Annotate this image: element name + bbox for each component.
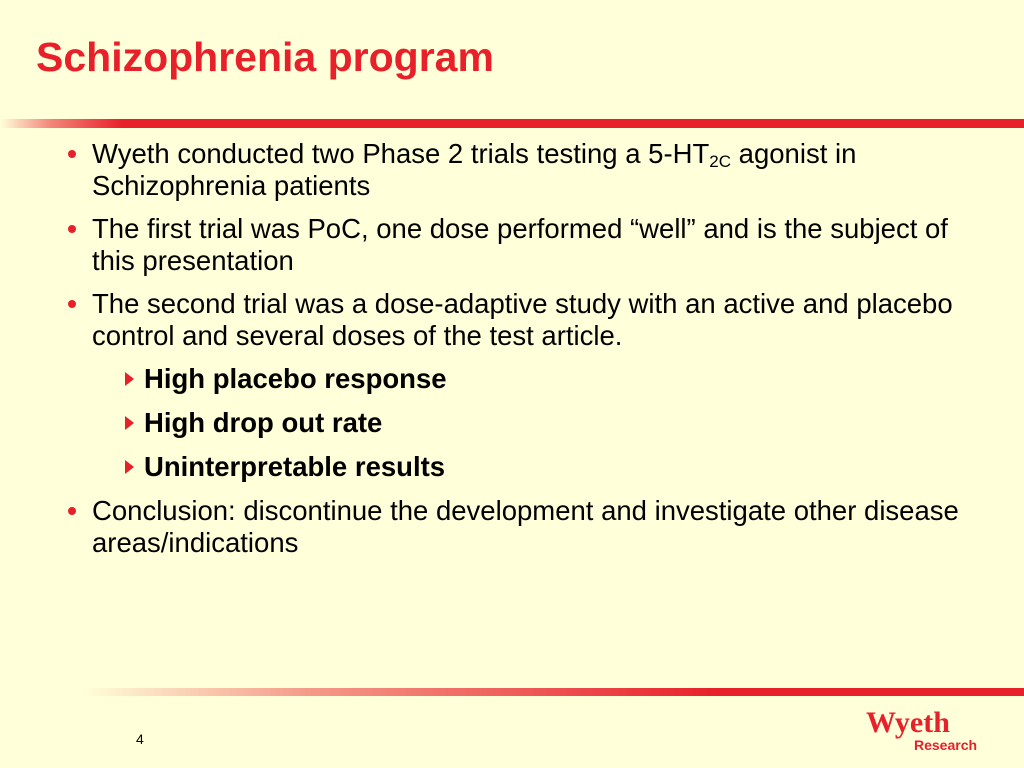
sub-bullet-item [66,407,986,439]
round-bullet-icon [68,150,76,158]
bullet-item [66,138,986,202]
round-bullet-icon [68,300,76,308]
sub-bullet-text: High placebo response [144,363,447,394]
bullet-list [66,138,986,570]
triangle-arrow-icon [125,372,134,386]
bullet-subscript: 2C [709,152,732,171]
logo-wordmark: Wyeth [866,706,950,739]
sub-bullet-text: Uninterpretable results [144,451,446,482]
title-divider-rule [0,119,1024,128]
bullet-text-continued: agonist in Schizophrenia patients [92,138,857,201]
triangle-arrow-icon [125,460,134,474]
bullet-text: The second trial was a dose-adaptive study with an active and placebo control and several doses of the test article. [92,288,953,351]
bullet-item [66,288,986,352]
page-number: 4 [136,731,144,747]
bullet-text: The first trial was PoC, one dose performed “well” and is the subject of this presentation [92,213,948,276]
bullet-text: Wyeth conducted two Phase 2 trials testing a 5-HT [92,138,710,169]
bullet-item [66,213,986,277]
sub-bullet-item [66,363,986,395]
logo-subtitle: Research [914,737,978,753]
bullet-item [66,495,986,559]
triangle-arrow-icon [125,416,134,430]
sub-bullet-text: High drop out rate [144,407,383,438]
bullet-text: Conclusion: discontinue the development and investigate other disease areas/indications [92,495,959,558]
round-bullet-icon [68,507,76,515]
sub-bullet-item [66,451,986,483]
footer-divider-rule [0,688,1024,696]
slide-title: Schizophrenia program [36,34,494,80]
wyeth-research-logo [866,707,986,757]
round-bullet-icon [68,225,76,233]
